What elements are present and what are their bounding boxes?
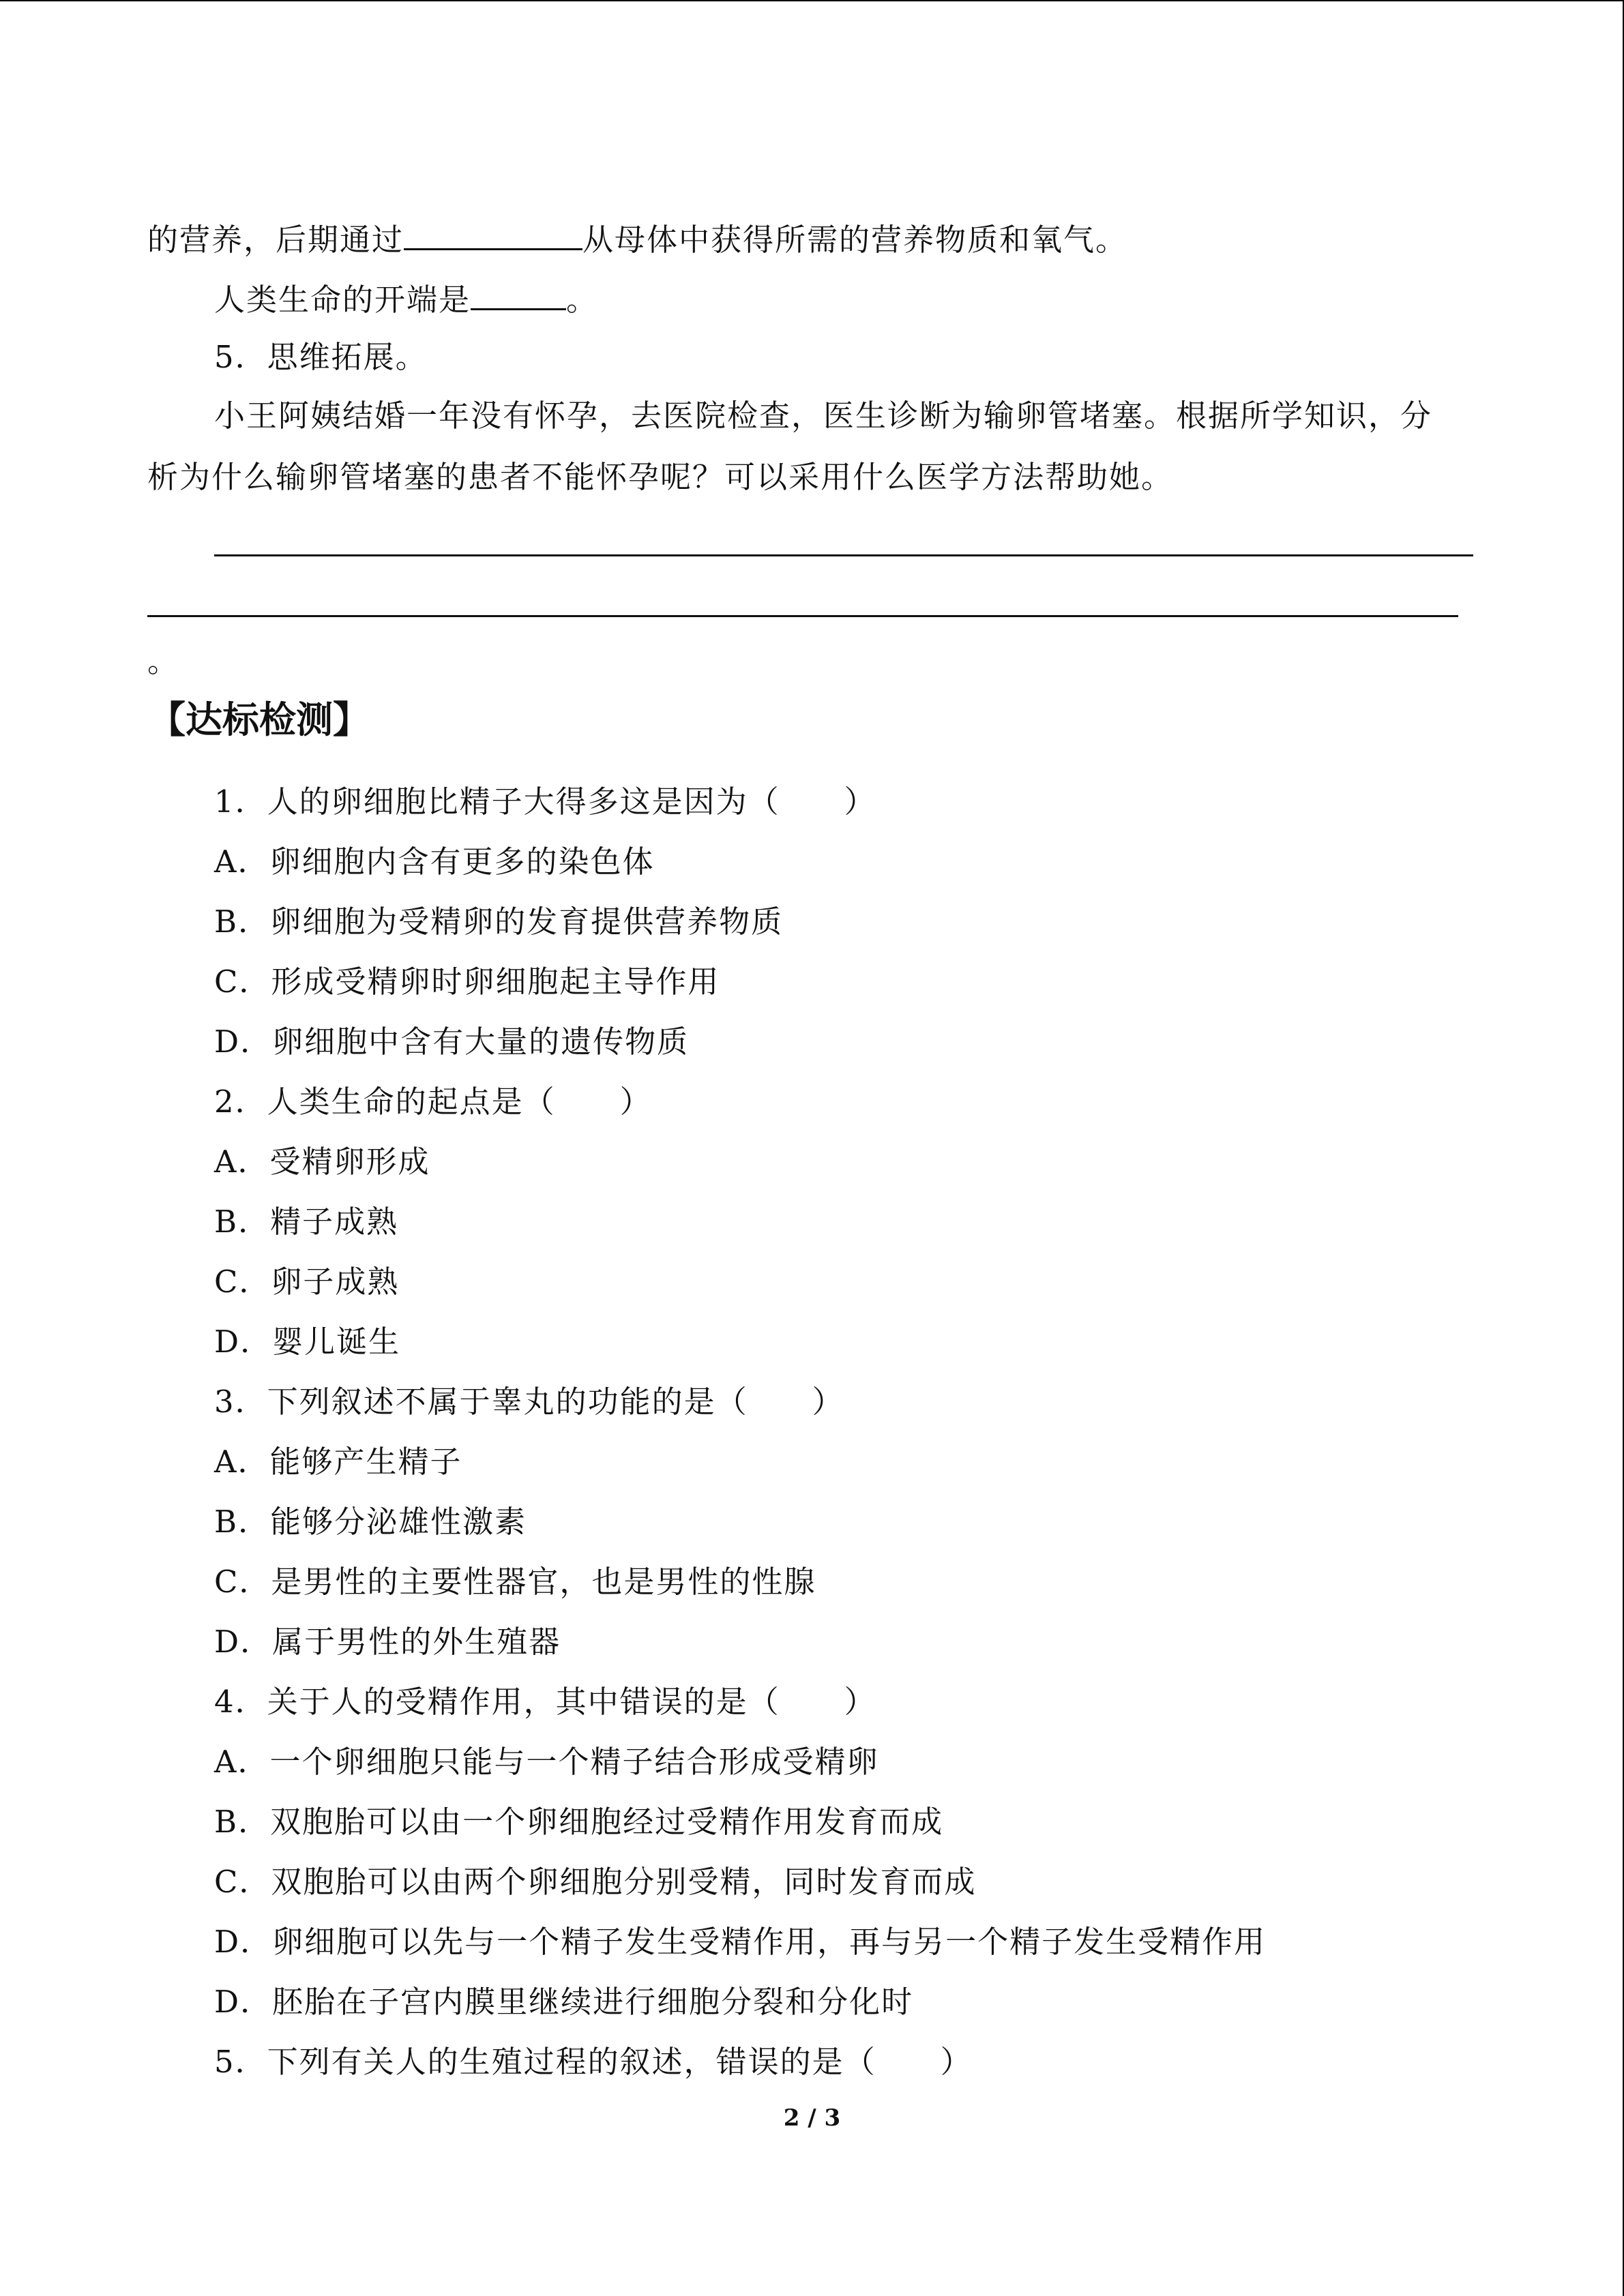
question-option: A．能够产生精子 [214, 1444, 462, 1480]
question-option: B．卵细胞为受精卵的发育提供营养物质 [214, 904, 784, 940]
question-option: A．受精卵形成 [214, 1144, 430, 1180]
text-line [214, 275, 598, 320]
question-stem: 2．人类生命的起点是（ ） [214, 1084, 652, 1120]
answer-line [147, 615, 1458, 617]
question-option: C．是男性的主要性器官，也是男性的性腺 [214, 1564, 816, 1600]
text-fragment: 的营养，后期通过 [147, 222, 404, 258]
text-fragment: 从母体中获得所需的营养物质和氧气。 [582, 222, 1128, 258]
paragraph-line: 小王阿姨结婚一年没有怀孕，去医院检查，医生诊断为输卵管堵塞。根据所学知识，分 [214, 398, 1433, 434]
question-option: A．卵细胞内含有更多的染色体 [214, 844, 655, 880]
period-mark: 。 [147, 643, 180, 679]
question-option: C．形成受精卵时卵细胞起主导作用 [214, 964, 720, 1000]
fill-blank [404, 215, 582, 250]
question-option: D．卵细胞中含有大量的遗传物质 [214, 1024, 690, 1060]
question-option: C．卵子成熟 [214, 1264, 400, 1300]
question-stem: 3．下列叙述不属于睾丸的功能的是（ ） [214, 1384, 844, 1420]
section-heading: 【达标检测】 [149, 698, 370, 741]
question-option: B．精子成熟 [214, 1204, 399, 1240]
answer-line [214, 554, 1473, 556]
question-option: A．一个卵细胞只能与一个精子结合形成受精卵 [214, 1744, 879, 1780]
question-option: D．婴儿诞生 [214, 1324, 401, 1360]
question-option: B．能够分泌雄性激素 [214, 1504, 527, 1540]
question-option: B．双胞胎可以由一个卵细胞经过受精作用发育而成 [214, 1804, 944, 1840]
page-number: 2 / 3 [783, 2104, 841, 2132]
question-option: D．卵细胞可以先与一个精子发生受精作用，再与另一个精子发生受精作用 [214, 1924, 1267, 1960]
question-stem: 5．下列有关人的生殖过程的叙述，错误的是（ ） [214, 2044, 973, 2080]
text-fragment: 。 [566, 282, 599, 318]
text-fragment: 人类生命的开端是 [214, 282, 471, 318]
question-option: D．属于男性的外生殖器 [214, 1624, 561, 1660]
item-title: 5．思维拓展。 [214, 339, 428, 375]
text-line [147, 215, 1127, 260]
question-stem: 1．人的卵细胞比精子大得多这是因为（ ） [214, 784, 876, 820]
question-stem: 4．关于人的受精作用，其中错误的是（ ） [214, 1684, 876, 1720]
question-option: C．双胞胎可以由两个卵细胞分别受精，同时发育而成 [214, 1864, 977, 1900]
fill-blank [471, 275, 566, 310]
paragraph-line: 析为什么输卵管堵塞的患者不能怀孕呢？可以采用什么医学方法帮助她。 [147, 459, 1174, 495]
question-option: D．胚胎在子宫内膜里继续进行细胞分裂和分化时 [214, 1984, 914, 2020]
